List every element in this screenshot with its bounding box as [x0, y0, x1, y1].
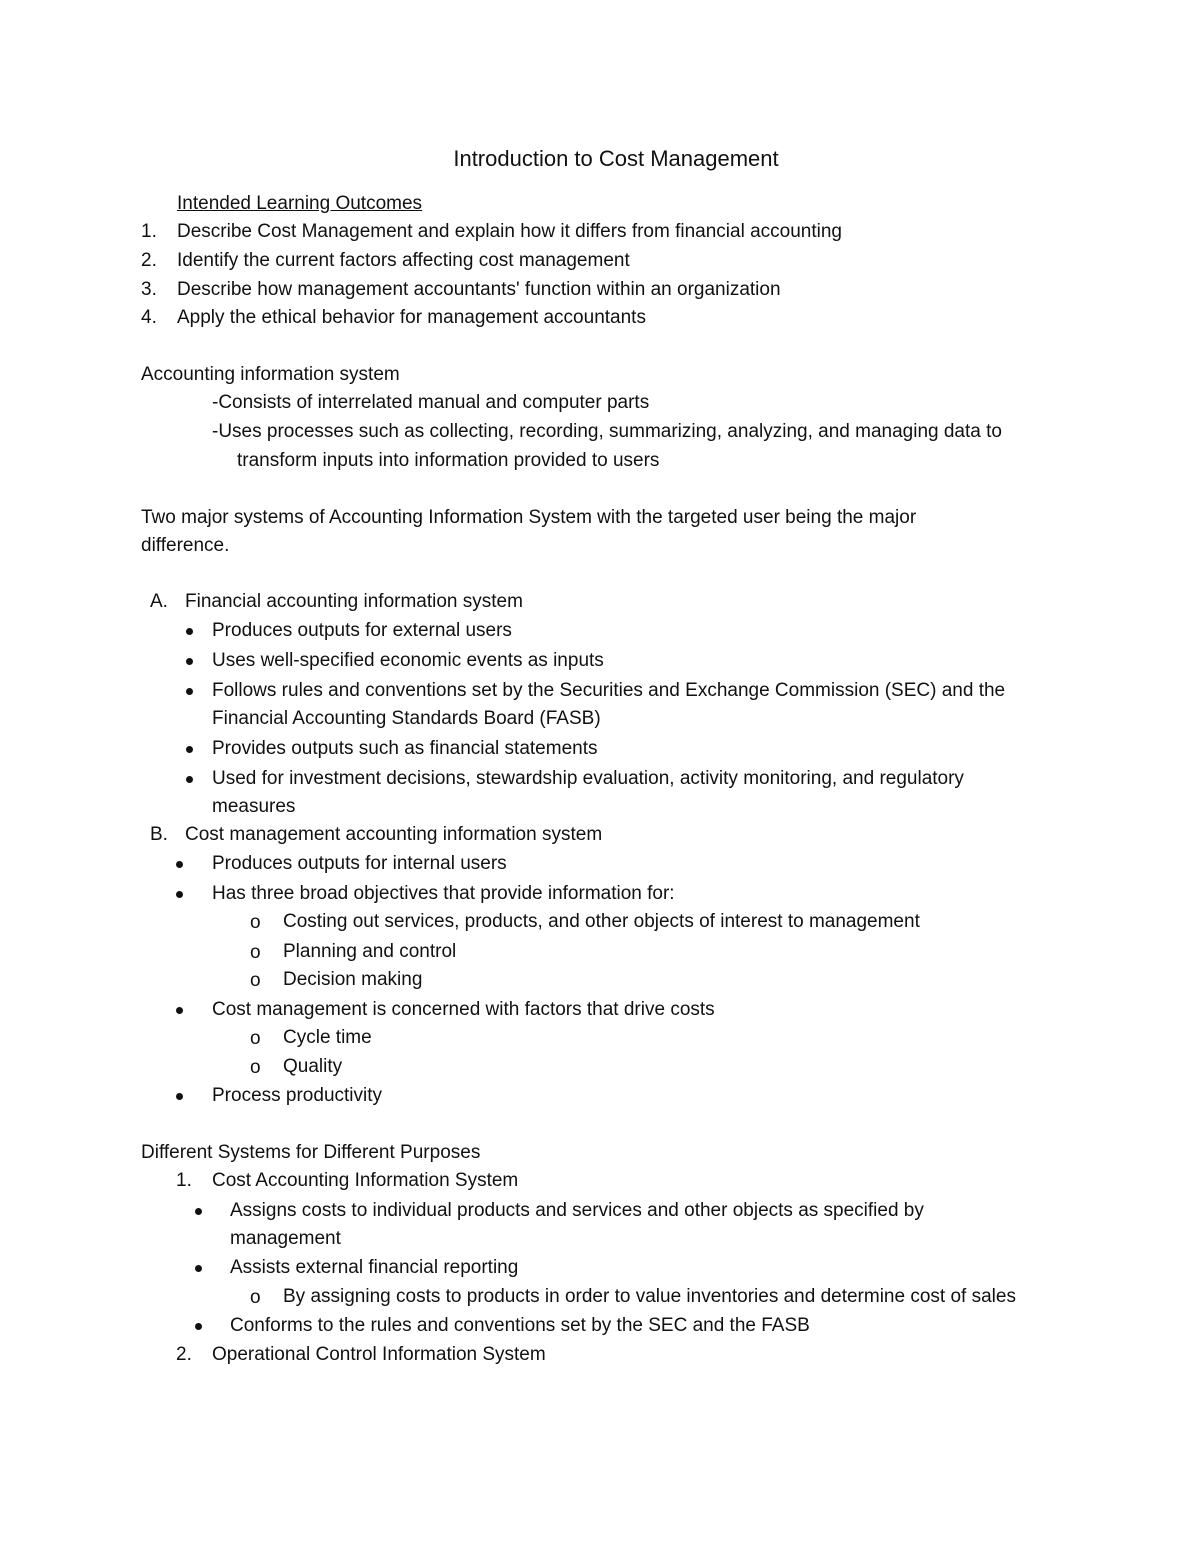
section-b-heading: Cost management accounting information system	[185, 824, 603, 845]
section-a-heading: Financial accounting information system	[185, 591, 523, 612]
list-item: Cost management is concerned with factors that drive costs	[212, 999, 715, 1020]
ilo-number: 1.	[141, 221, 157, 242]
ais-line: transform inputs into information provided to users	[237, 450, 660, 471]
list-item: Produces outputs for internal users	[212, 853, 507, 874]
bullet-icon	[176, 891, 183, 898]
ilo-heading: Intended Learning Outcomes	[177, 193, 423, 214]
diff-item: Operational Control Information System	[212, 1344, 546, 1365]
sub-bullet-icon: o	[250, 942, 261, 963]
bullet-icon	[176, 1007, 183, 1014]
bullet-icon	[195, 1323, 202, 1330]
list-item-continued: Financial Accounting Standards Board (FASB)	[212, 708, 601, 729]
diff-item: Cost Accounting Information System	[212, 1170, 519, 1191]
two-systems-text: difference.	[141, 535, 230, 556]
diff-number: 1.	[176, 1170, 192, 1191]
bullet-icon	[186, 776, 193, 783]
sub-list-item: Planning and control	[283, 941, 457, 962]
bullet-icon	[186, 688, 193, 695]
ais-line: -Uses processes such as collecting, recording, summarizing, analyzing, and managing data to	[212, 421, 1002, 442]
list-item: Has three broad objectives that provide information for:	[212, 883, 675, 904]
list-item: Uses well-specified economic events as inputs	[212, 650, 604, 671]
section-letter: B.	[150, 824, 168, 845]
diff-heading: Different Systems for Different Purposes	[141, 1142, 481, 1163]
ilo-item: Describe Cost Management and explain how it differs from financial accounting	[177, 221, 842, 242]
ilo-number: 2.	[141, 250, 157, 271]
sub-list-item: Costing out services, products, and other objects of interest to management	[283, 911, 920, 932]
two-systems-text: Two major systems of Accounting Information System with the targeted user being the major	[141, 507, 917, 528]
bullet-icon	[176, 861, 183, 868]
bullet-icon	[195, 1265, 202, 1272]
sub-bullet-icon: o	[250, 1057, 261, 1078]
list-item: Provides outputs such as financial statements	[212, 738, 598, 759]
ilo-item: Apply the ethical behavior for management accountants	[177, 307, 646, 328]
bullet-icon	[186, 746, 193, 753]
list-item: Conforms to the rules and conventions set by the SEC and the FASB	[230, 1315, 810, 1336]
bullet-icon	[195, 1208, 202, 1215]
list-item: Assists external financial reporting	[230, 1257, 519, 1278]
document-title: Introduction to Cost Management	[453, 146, 779, 171]
ais-line: -Consists of interrelated manual and computer parts	[212, 392, 650, 413]
ilo-item: Identify the current factors affecting cost management	[177, 250, 630, 271]
ilo-number: 4.	[141, 307, 157, 328]
sub-bullet-icon: o	[250, 1287, 261, 1308]
list-item: Produces outputs for external users	[212, 620, 512, 641]
ilo-number: 3.	[141, 279, 157, 300]
sub-list-item: Cycle time	[283, 1027, 372, 1048]
list-item-continued: management	[230, 1228, 341, 1249]
bullet-icon	[186, 658, 193, 665]
ilo-item: Describe how management accountants' function within an organization	[177, 279, 781, 300]
list-item: Follows rules and conventions set by the Securities and Exchange Commission (SEC) and the	[212, 680, 1006, 701]
ais-heading: Accounting information system	[141, 364, 400, 385]
list-item: Used for investment decisions, stewardship evaluation, activity monitoring, and regulatory	[212, 768, 964, 789]
bullet-icon	[176, 1093, 183, 1100]
sub-bullet-icon: o	[250, 970, 261, 991]
sub-bullet-icon: o	[250, 912, 261, 933]
list-item-continued: measures	[212, 796, 296, 817]
diff-number: 2.	[176, 1344, 192, 1365]
sub-list-item: Decision making	[283, 969, 423, 990]
section-letter: A.	[150, 591, 168, 612]
sub-list-item: Quality	[283, 1056, 343, 1077]
list-item: Process productivity	[212, 1085, 383, 1106]
sub-bullet-icon: o	[250, 1028, 261, 1049]
sub-list-item: By assigning costs to products in order to value inventories and determine cost of sales	[283, 1286, 1016, 1307]
list-item: Assigns costs to individual products and services and other objects as specified by	[230, 1200, 924, 1221]
bullet-icon	[186, 628, 193, 635]
